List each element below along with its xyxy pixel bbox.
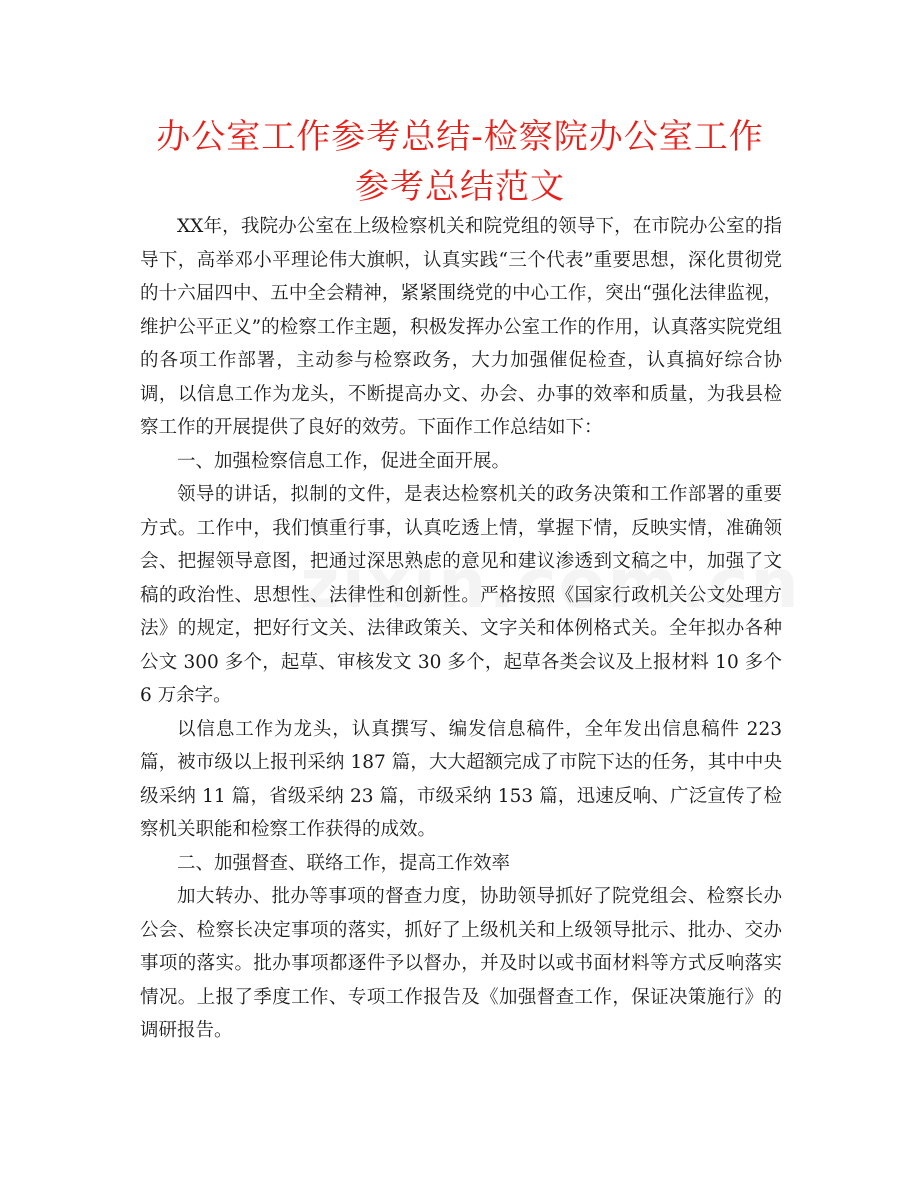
section-heading-1: 一、加强检察信息工作，促进全面开展。	[177, 450, 511, 472]
paragraph-documents: 领导的讲话，拟制的文件，是表达检察机关的政务决策和工作部署的重要方式。工作中，我们慎重行事，认真吃透上情，掌握下情，反映实情，准确领会、把握领导意图，把通过深思熟虑的意见和建议渗透到文稿之中，加强了文稿的政治性、思想性、法律性和创新性。严格按照《国家行政机关公文处理方法》的规定，把好行文关、法律政策关、文字关和体例格式关。全年拟办各种公文 300 多个，起草、审核发文 30 多个，起草各类会议及上报材料 10 多个 6 万余字。	[140, 484, 782, 706]
paragraph-information: 以信息工作为龙头，认真撰写、编发信息稿件，全年发出信息稿件 223 篇，被市级以上报刊采纳 187 篇，大大超额完成了市院下达的任务，其中中央级采纳 11 篇，省级采纳 23 篇，市级采纳 153 篇，迅速反响、广泛宣传了检察机关职能和检察工作获得的成效。	[140, 718, 782, 840]
document-title: 办公室工作参考总结-检察院办公室工作参考总结范文	[156, 117, 764, 207]
document-body	[140, 210, 782, 1048]
section-heading-2: 二、加强督查、联络工作，提高工作效率	[177, 852, 511, 874]
paragraph-supervision: 加大转办、批办等事项的督查力度，协助领导抓好了院党组会、检察长办公会、检察长决定事项的落实，抓好了上级机关和上级领导批示、批办、交办事项的落实。批办事项都逐件予以督办，并及时以或书面材料等方式反响落实情况。上报了季度工作、专项工作报告及《加强督查工作，保证决策施行》的调研报告。	[140, 886, 782, 1041]
paragraph-intro: XX年，我院办公室在上级检察机关和院党组的领导下，在市院办公室的指导下，高举邓小平理论伟大旗帜，认真实践“三个代表”重要思想，深化贯彻党的十六届四中、五中全会精神，紧紧围绕党的中心工作，突出“强化法律监视，维护公平正义”的检察工作主题，积极发挥办公室工作的作用，认真落实院党组的各项工作部署，主动参与检察政务，大力加强催促检查，认真搞好综合协调，以信息工作为龙头，不断提高办文、办会、办事的效率和质量，为我县检察工作的开展提供了良好的效劳。下面作工作总结如下：	[140, 216, 782, 438]
